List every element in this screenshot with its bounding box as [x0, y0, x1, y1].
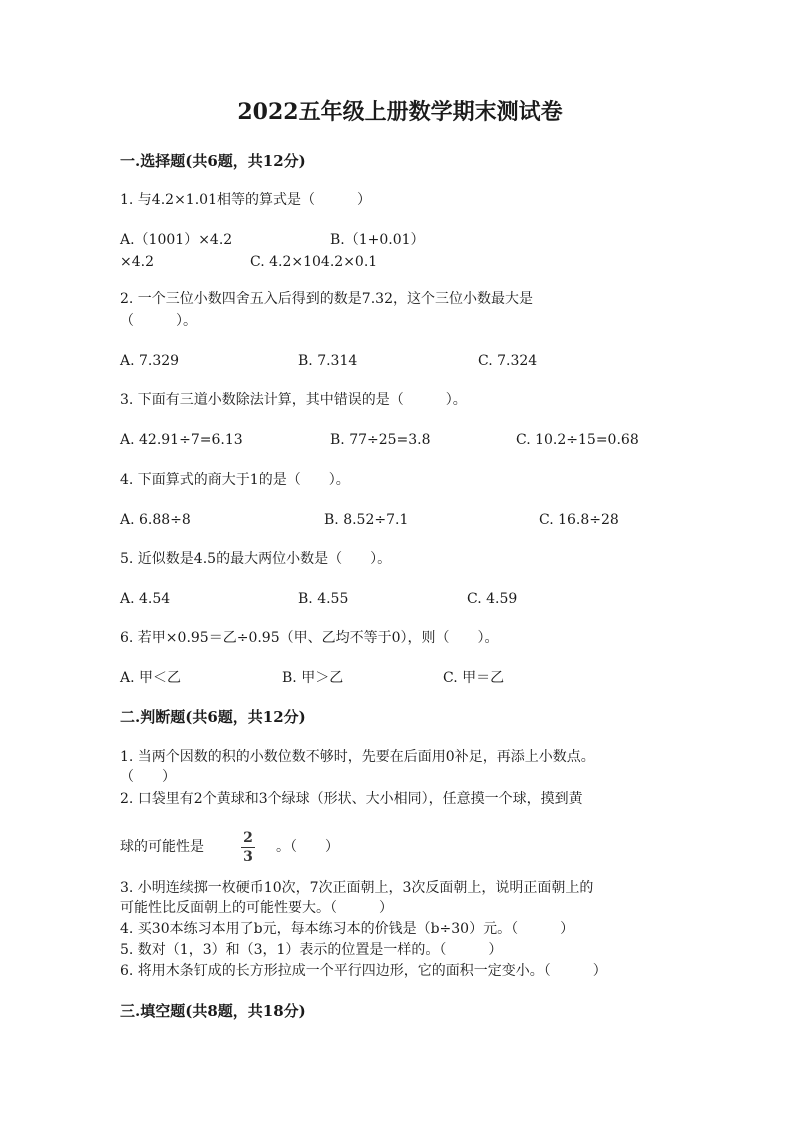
- option-b: B.（1+0.01）: [330, 232, 425, 248]
- fraction-bar: [241, 847, 255, 848]
- statement: 1. 当两个因数的积的小数位数不够时，先要在后面用0补足，再添上小数点。: [120, 749, 595, 765]
- fraction-denominator: 3: [243, 849, 253, 865]
- option-b: B. 8.52÷7.1: [324, 512, 409, 528]
- section-heading-choice: 一.选择题(共6题，共12分): [120, 152, 306, 170]
- option-a: A. 6.88÷8: [120, 512, 191, 528]
- section-heading-judgment: 二.判断题(共6题，共12分): [120, 708, 306, 726]
- statement-continued: （ ）: [120, 769, 176, 785]
- statement: 3. 小明连续掷一枚硬币10次，7次正面朝上，3次反面朝上，说明正面朝上的: [120, 880, 594, 896]
- option-c: C. 4.59: [467, 591, 518, 607]
- statement-answer-blank: 。（ ）: [276, 839, 339, 855]
- section-heading-fill-blank: 三.填空题(共8题，共18分): [120, 1002, 306, 1020]
- question-stem: 3. 下面有三道小数除法计算，其中错误的是（ ）。: [120, 392, 467, 408]
- option-c: C. 7.324: [478, 353, 538, 369]
- option-a: A. 4.54: [120, 591, 171, 607]
- statement-continued: 球的可能性是: [120, 839, 204, 855]
- option-a: A. 7.329: [120, 353, 180, 369]
- option-b: B. 4.55: [298, 591, 349, 607]
- option-a: A. 甲＜乙: [120, 670, 182, 686]
- question-stem-continued: （ ）。: [120, 313, 197, 329]
- option-c: C. 甲＝乙: [443, 670, 505, 686]
- option-a: A.（1001）×4.2: [120, 232, 233, 248]
- question-stem: 5. 近似数是4.5的最大两位小数是（ ）。: [120, 551, 392, 567]
- statement-continued: 可能性比反面朝上的可能性要大。（ ）: [120, 900, 393, 916]
- option-b: B. 77÷25=3.8: [330, 432, 431, 448]
- statement: 4. 买30本练习本用了b元，每本练习本的价钱是（b÷30）元。（ ）: [120, 921, 575, 937]
- question-stem: 2. 一个三位小数四舍五入后得到的数是7.32，这个三位小数最大是: [120, 291, 533, 307]
- question-stem: 6. 若甲×0.95＝乙÷0.95（甲、乙均不等于0），则（ ）。: [120, 630, 499, 646]
- option-a: A. 42.91÷7=6.13: [120, 432, 243, 448]
- option-b: B. 甲＞乙: [282, 670, 344, 686]
- statement: 2. 口袋里有2个黄球和3个绿球（形状、大小相同），任意摸一个球，摸到黄: [120, 791, 583, 807]
- option-b-continued: ×4.2: [120, 254, 154, 270]
- fraction-numerator: 2: [243, 830, 253, 846]
- option-b: B. 7.314: [298, 353, 358, 369]
- statement: 6. 将用木条钉成的长方形拉成一个平行四边形，它的面积一定变小。（ ）: [120, 963, 607, 979]
- question-stem: 1. 与4.2×1.01相等的算式是（ ）: [120, 192, 371, 208]
- fraction-two-thirds: [238, 830, 258, 865]
- statement: 5. 数对（1，3）和（3，1）表示的位置是一样的。（ ）: [120, 942, 503, 958]
- option-c: C. 4.2×104.2×0.1: [250, 254, 378, 270]
- question-stem: 4. 下面算式的商大于1的是（ ）。: [120, 472, 350, 488]
- option-c: C. 16.8÷28: [539, 512, 619, 528]
- option-c: C. 10.2÷15=0.68: [516, 432, 639, 448]
- page-title: 2022五年级上册数学期末测试卷: [237, 99, 563, 125]
